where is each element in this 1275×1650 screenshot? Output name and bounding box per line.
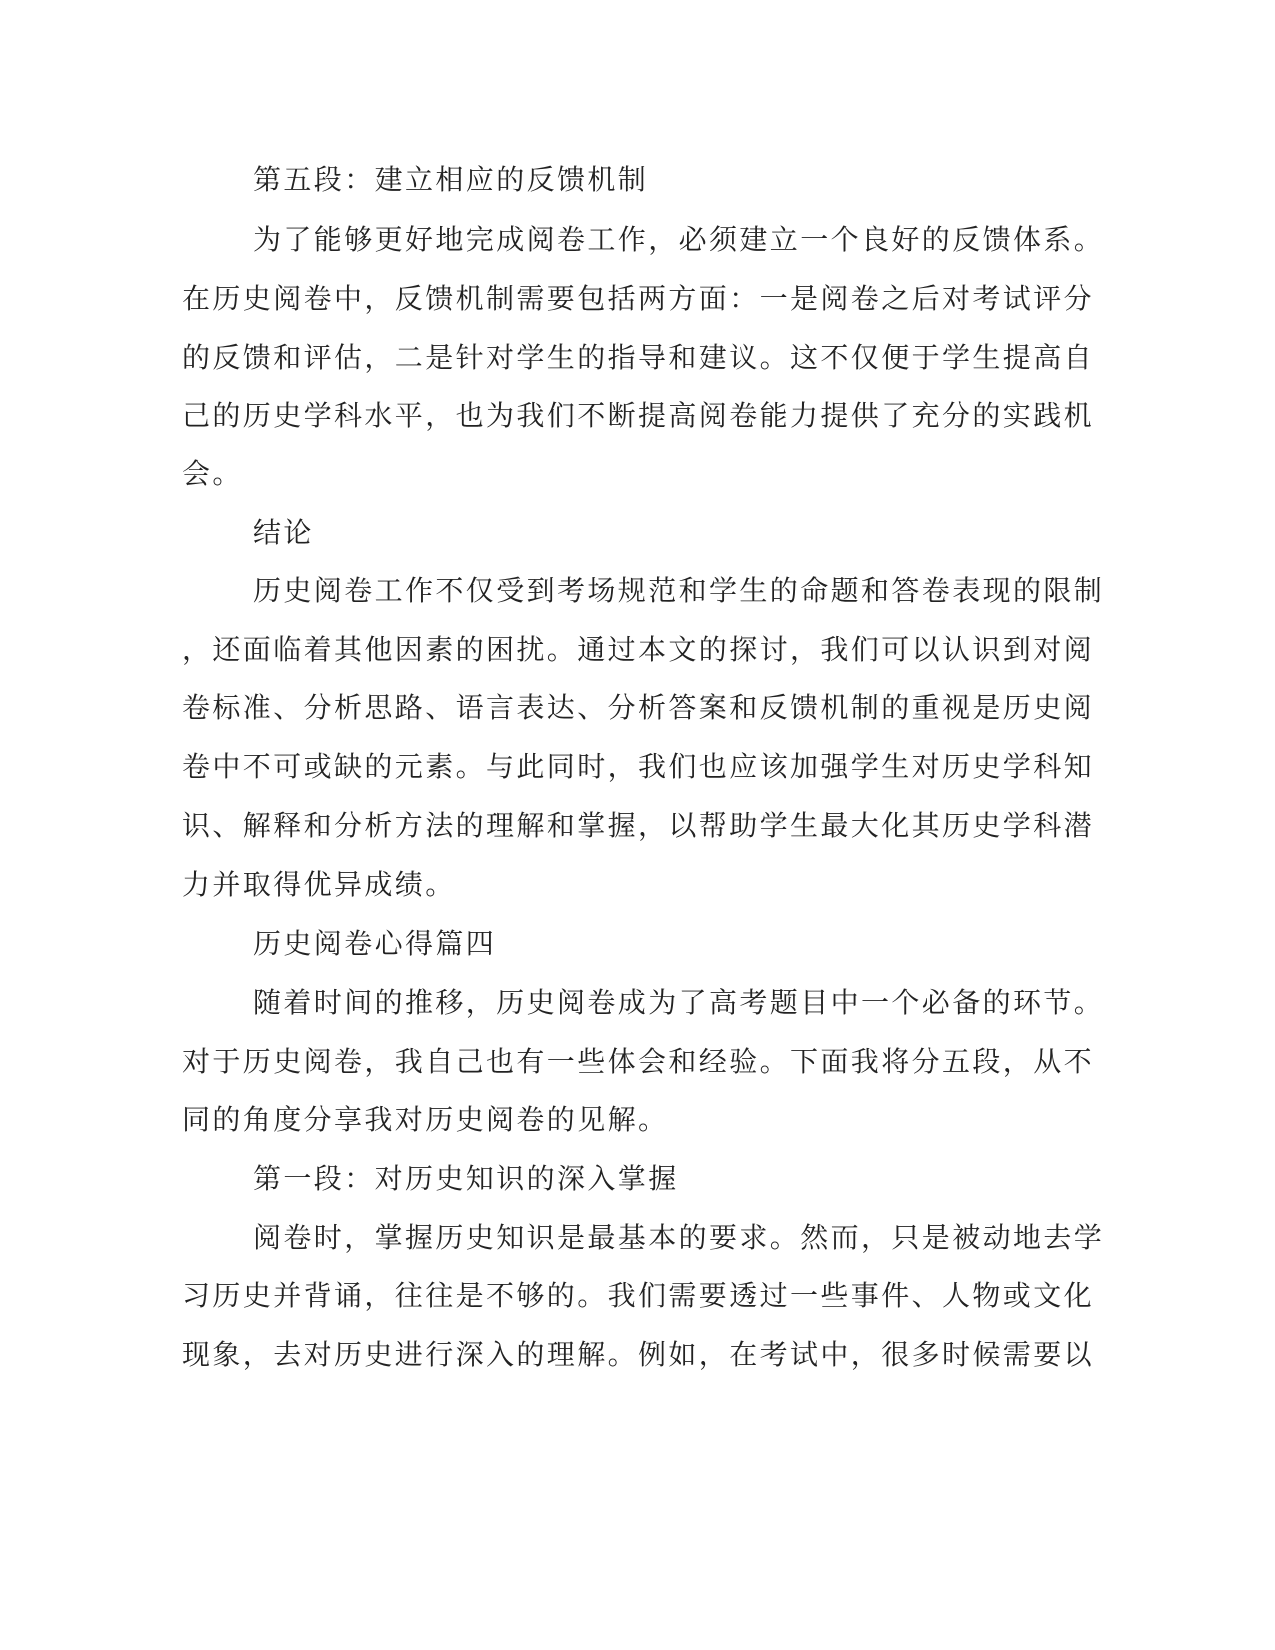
paragraph-line: 识、解释和分析方法的理解和掌握，以帮助学生最大化其历史学科潜	[182, 809, 1095, 842]
conclusion-heading: 结论	[253, 516, 314, 549]
paragraph-line: 习历史并背诵，往往是不够的。我们需要透过一些事件、人物或文化	[182, 1279, 1095, 1312]
paragraph-line: 历史阅卷工作不仅受到考场规范和学生的命题和答卷表现的限制	[253, 574, 1105, 607]
article-title-part-4: 历史阅卷心得篇四	[253, 927, 497, 960]
paragraph-line: 卷中不可或缺的元素。与此同时，我们也应该加强学生对历史学科知	[182, 750, 1095, 783]
paragraph-line: 阅卷时，掌握历史知识是最基本的要求。然而，只是被动地去学	[253, 1221, 1105, 1254]
paragraph-line: 为了能够更好地完成阅卷工作，必须建立一个良好的反馈体系。	[253, 223, 1105, 256]
paragraph-line: 对于历史阅卷，我自己也有一些体会和经验。下面我将分五段，从不	[182, 1045, 1095, 1078]
paragraph-line: 会。	[182, 457, 243, 490]
paragraph-line: 现象，去对历史进行深入的理解。例如，在考试中，很多时候需要以	[182, 1338, 1095, 1371]
paragraph-line: 的反馈和评估，二是针对学生的指导和建议。这不仅便于学生提高自	[182, 341, 1095, 374]
paragraph-line: 同的角度分享我对历史阅卷的见解。	[182, 1103, 669, 1136]
section-heading-5: 第五段：建立相应的反馈机制	[253, 163, 649, 196]
paragraph-line: 力并取得优异成绩。	[182, 868, 456, 901]
paragraph-line: 在历史阅卷中，反馈机制需要包括两方面：一是阅卷之后对考试评分	[182, 282, 1095, 315]
paragraph-line: 随着时间的推移，历史阅卷成为了高考题目中一个必备的环节。	[253, 986, 1105, 1019]
paragraph-line: ，还面临着其他因素的困扰。通过本文的探讨，我们可以认识到对阅	[182, 633, 1095, 666]
paragraph-line: 己的历史学科水平，也为我们不断提高阅卷能力提供了充分的实践机	[182, 399, 1095, 432]
paragraph-line: 卷标准、分析思路、语言表达、分析答案和反馈机制的重视是历史阅	[182, 691, 1095, 724]
section-heading-1: 第一段：对历史知识的深入掌握	[253, 1162, 679, 1195]
